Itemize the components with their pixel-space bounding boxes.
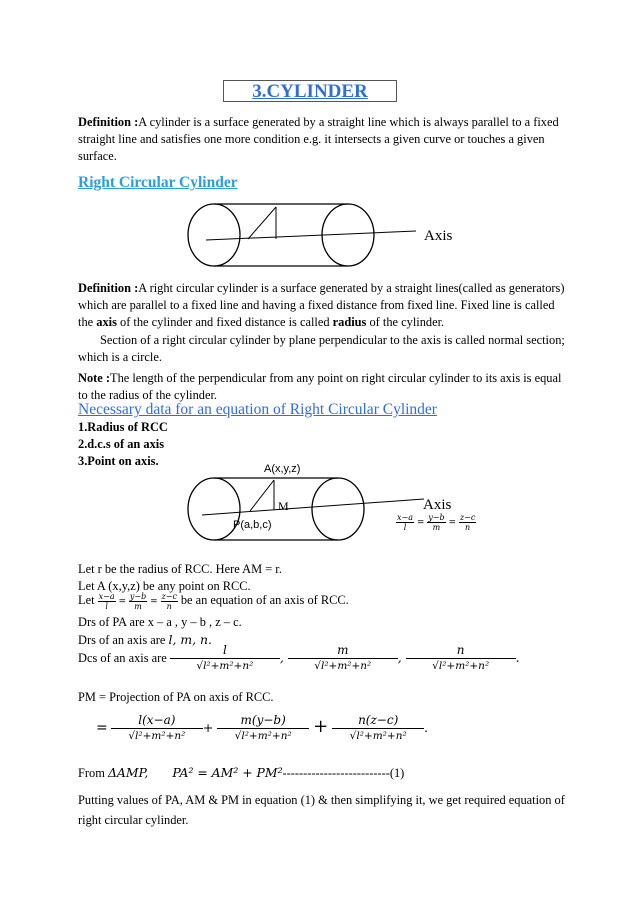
frac-num: z−c — [459, 513, 476, 522]
definition-text: of the cylinder. — [366, 315, 445, 330]
cylinder-right-end — [312, 478, 364, 540]
frac-den: √l²+m²+n² — [196, 660, 254, 672]
frac-num: n — [406, 643, 516, 659]
derivation-line-2: Let A (x,y,z) be any point on RCC. — [78, 579, 251, 593]
derivation-line-6: Dcs of an axis are $\frac{l}{\text{√l²+m²+n²}}$ , $\frac{m}{\text{√l²+m²+n²}}$ , $\frac{n}{\text{√l²+m²+n²}}$ . — [78, 643, 520, 672]
generator-slant-line — [248, 207, 276, 239]
derivation-line-7: PM = Projection of PA on axis of RCC. — [78, 690, 274, 704]
derivation-line-1: Let r be the radius of RCC. Here AM = r. — [78, 562, 282, 576]
derivation-line-4: Drs of PA are x – a , y – b , z – c. — [78, 615, 242, 629]
frac-den: m — [134, 602, 142, 611]
frac-den: √l²+m²+n² — [128, 730, 186, 742]
axis-term: axis — [96, 315, 117, 330]
frac-num: z−c — [161, 592, 177, 601]
frac-num: n(z−c) — [332, 713, 424, 729]
requirement-item: 2.d.c.s of an axis — [78, 437, 165, 451]
equation-number: --------------------------(1) — [282, 766, 405, 780]
frac-num: l(x−a) — [111, 713, 203, 729]
frac-num: x−a — [98, 592, 115, 601]
frac-den: √l²+m²+n² — [432, 660, 490, 672]
derivation-line-9: Putting values of PA, AM & PM in equation (1) & then simplifying it, we get required equation of right circular cylinder. — [78, 793, 565, 827]
cylinder-axis-line — [206, 231, 416, 240]
let-text: Let — [78, 593, 95, 607]
cylinder-figure-1 — [180, 203, 480, 273]
frac-num: m — [288, 643, 398, 659]
requirement-item: 3.Point on axis. — [78, 454, 159, 468]
drs-text: Drs of an axis are — [78, 633, 169, 647]
point-p-label: P(a,b,c) — [233, 519, 272, 531]
drs-math: l, m, n. — [168, 632, 212, 647]
definition-text: A cylinder is a surface generated by a straight line which is always parallel to a fixed straight line and satisfies one more condition e.g. it intersects a given curve or touches a given surface. — [78, 115, 559, 163]
note-text: The length of the perpendicular from any point on right circular cylinder to its axis is equal to the radius of the cylinder. — [78, 371, 562, 402]
frac-num: l — [170, 643, 280, 659]
definition-label: Definition : — [78, 115, 139, 129]
frac-den: √l²+m²+n² — [234, 730, 292, 742]
dcs-text: Dcs of an axis are — [78, 651, 167, 665]
axis-equation — [396, 513, 476, 532]
equals-sign: = — [448, 518, 457, 528]
definition-text: A right circular cylinder is a surface generated by a straight lines(called as generators) which are parallel to a fixed line and having a fixed distance from fixed line. Fixed line is called the — [78, 281, 565, 330]
axis-label: Axis — [424, 228, 453, 244]
note-label: Note : — [78, 371, 110, 385]
projection-equation: = $\frac{l(x-a)}{\text{√l²+m²+n²}}$ + $\frac{m(y-b)}{\text{√l²+m²+n²}}$ + $\frac{n(z-c)}{\text{√l²+m²+n²}}$ . — [96, 713, 429, 742]
point-m-label: M — [278, 499, 289, 513]
definition-rcc — [78, 280, 566, 366]
definition-cylinder — [78, 114, 566, 165]
requirement-item: 1.Radius of RCC — [78, 420, 168, 434]
cylinder-left-end — [188, 204, 240, 266]
necessary-data-heading: Necessary data for an equation of Right Circular Cylinder — [78, 401, 437, 418]
point-a-label: A(x,y,z) — [264, 463, 301, 475]
derivation-line-3 — [78, 592, 566, 611]
normal-section-text: Section of a right circular cylinder by plane perpendicular to the axis is called normal section; which is a circle. — [78, 332, 565, 364]
triangle-amp: ΔAMP, — [107, 765, 149, 780]
frac-den: √l²+m²+n² — [314, 660, 372, 672]
frac-num: y−b — [129, 592, 147, 601]
page-title: 3.CYLINDER — [223, 80, 397, 102]
definition-label: Definition : — [78, 281, 139, 295]
segment-pa — [250, 480, 274, 511]
rcc-heading: Right Circular Cylinder — [78, 174, 238, 191]
frac-num: y−b — [428, 513, 445, 522]
equals-sign: = — [416, 518, 425, 528]
axis-label: Axis — [423, 497, 452, 513]
frac-den: n — [465, 523, 471, 532]
equals-sign: = — [150, 597, 158, 607]
radius-term: radius — [332, 315, 367, 330]
pythagoras-equation: PA² = AM² + PM² — [172, 765, 283, 780]
equals-sign: = — [118, 597, 127, 607]
frac-den: l — [105, 602, 108, 611]
frac-den: m — [432, 523, 441, 532]
derivation-line-8 — [78, 764, 566, 782]
frac-den: l — [403, 523, 407, 532]
equation-desc: be an equation of an axis of RCC. — [180, 593, 349, 607]
frac-den: n — [166, 602, 172, 611]
frac-num: x−a — [397, 513, 413, 522]
frac-den: √l²+m²+n² — [349, 730, 407, 742]
from-text: From — [78, 766, 108, 780]
note — [78, 370, 566, 404]
definition-text: of the cylinder and fixed distance is called — [116, 315, 333, 330]
frac-num: m(y−b) — [217, 713, 309, 729]
